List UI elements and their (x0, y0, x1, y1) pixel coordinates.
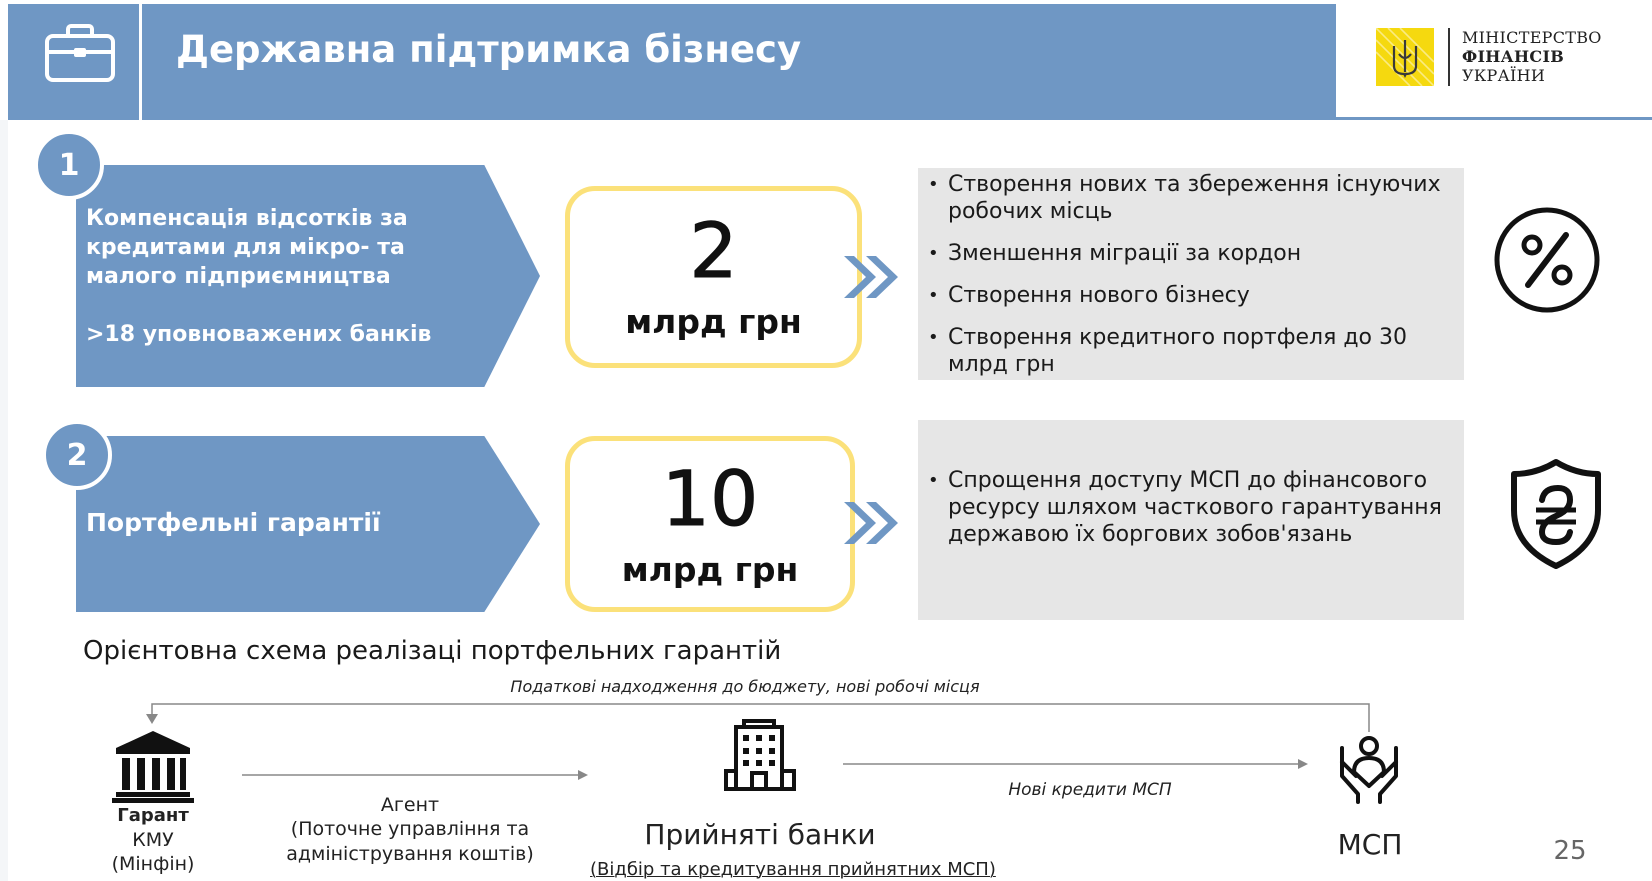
header-underline (1336, 117, 1652, 120)
header-separator (139, 4, 142, 120)
msp-title: МСП (1337, 828, 1403, 861)
section-2-amount: 10 (661, 454, 759, 543)
double-chevron-right-icon (840, 496, 904, 550)
double-chevron-right-icon (840, 250, 904, 304)
logo-text-line2: ФІНАНСІВ (1462, 47, 1565, 66)
logo-divider (1448, 28, 1450, 86)
trident-emblem-icon (1376, 28, 1434, 86)
agent-description-line2: адміністрування коштів) (286, 843, 534, 865)
banks-subtitle: (Відбір та кредитування прийнятних МСП) (590, 859, 996, 880)
scheme-title: Орієнтовна схема реалізаці портфельних гарантій (83, 636, 782, 666)
section-1-benefits-list (920, 171, 1460, 393)
logo-text-line1: МІНІСТЕРСТВО (1462, 28, 1602, 47)
benefit-item: • Створення нового бізнесу (920, 282, 1460, 309)
page-title: Державна підтримка бізнесу (176, 28, 802, 71)
briefcase-icon (44, 22, 116, 84)
benefit-item: • Зменшення міграції за кордон (920, 240, 1460, 267)
section-2-number: 2 (42, 420, 112, 490)
section-1-amount: 2 (689, 206, 738, 295)
agent-description-line1: (Поточне управління та (290, 818, 530, 840)
feedback-arrowhead (146, 714, 158, 724)
section-1-subtitle: >18 уповноважених банків (86, 322, 432, 347)
section-1-amount-unit: млрд грн (625, 302, 802, 341)
benefit-item: • Спрощення доступу МСП до фінансового ресурсу шляхом часткового гарантування державою їх боргових зобов'язань (920, 467, 1460, 548)
garant-line2: КМУ (132, 829, 174, 851)
section-2-benefits-list (920, 467, 1460, 548)
percent-icon (1492, 205, 1602, 315)
agent-label: Агент (380, 794, 440, 816)
section-1-title: Компенсація відсотків за кредитами для мікро- та малого підприємництва (86, 206, 408, 289)
section-1-number: 1 (34, 130, 104, 200)
garant-title: Гарант (117, 805, 189, 826)
office-building-icon (726, 721, 796, 789)
garant-line3: (Мінфін) (111, 853, 195, 875)
page-number: 25 (1553, 836, 1587, 866)
benefit-item: • Створення кредитного портфеля до 30 млрд грн (920, 324, 1460, 378)
garant-to-banks-arrowhead (578, 770, 588, 780)
benefit-item: • Створення нових та збереження існуючих робочих місць (920, 171, 1460, 225)
section-2-title: Портфельні гарантії (86, 508, 381, 537)
banks-title: Прийняті банки (644, 818, 876, 851)
credit-label: Нові кредити МСП (1008, 780, 1172, 800)
section-2-amount-unit: млрд грн (621, 550, 799, 589)
logo-text-line3: УКРАЇНИ (1462, 66, 1546, 85)
government-building-icon (112, 731, 194, 803)
hryvnia-shield-icon (1510, 458, 1602, 570)
feedback-label: Податкові надходження до бюджету, нові робочі місця (510, 677, 980, 696)
banks-to-msp-arrowhead (1298, 759, 1308, 769)
hands-person-icon (1342, 738, 1396, 802)
